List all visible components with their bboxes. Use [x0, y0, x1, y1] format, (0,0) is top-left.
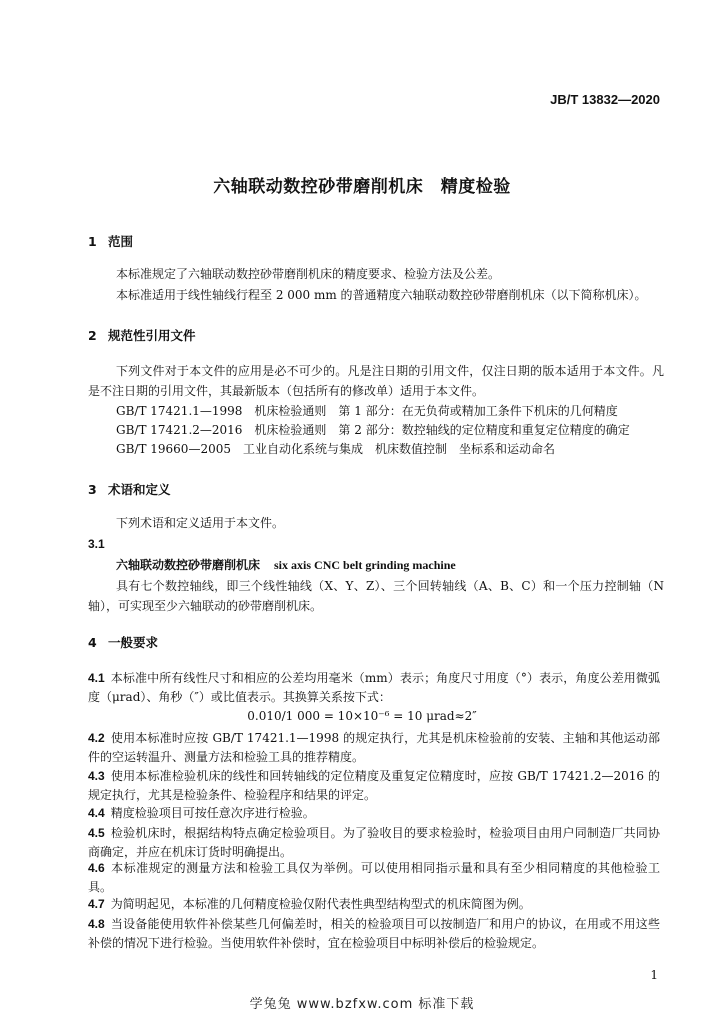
page-number: 1	[650, 968, 658, 982]
term-chinese: 六轴联动数控砂带磨削机床	[116, 558, 261, 572]
clause-4-8	[88, 915, 660, 953]
section-1-heading	[88, 232, 133, 250]
clause-number: 4.5	[88, 826, 105, 840]
clause-4-3	[88, 767, 660, 805]
clause-4-4	[88, 805, 660, 821]
normative-references-intro: 下列文件对于本文件的应用是必不可少的。凡是注日期的引用文件，仅注日期的版本适用于本文件。凡是不注日期的引用文件，其最新版本（包括所有的修改单）适用于本文件。	[88, 364, 664, 398]
scope-paragraph-1: 本标准规定了六轴联动数控砂带磨削机床的精度要求、检验方法及公差。	[116, 267, 501, 281]
clause-number: 4.7	[88, 897, 105, 911]
section-3-heading	[88, 480, 171, 498]
section-4-heading	[88, 633, 158, 651]
scope-paragraph-2: 本标准适用于线性轴线行程至 2 000 mm 的普通精度六轴联动数控砂带磨削机床（以下简称机床）。	[116, 288, 647, 302]
clause-text: 检验机床时，根据结构特点确定检验项目。为了验收目的要求检验时，检验项目由用户同制造厂共同协商确定，并应在机床订货时明确提出。	[88, 826, 660, 859]
section-number: 4	[88, 635, 97, 650]
clause-text: 本标准规定的测量方法和检验工具仅为举例。可以使用相同指示量和具有至少相同精度的其他检验工具。	[88, 861, 660, 894]
clause-text: 当设备能使用软件补偿某些几何偏差时，相关的检验项目可以按制造厂和用户的协议，在用或不用这些补偿的情况下进行检验。当使用软件补偿时，宜在检验项目中标明补偿后的检验规定。	[88, 917, 660, 950]
section-2-heading	[88, 326, 196, 344]
clause-text: 精度检验项目可按任意次序进行检验。	[110, 806, 315, 820]
clause-number: 4.2	[88, 731, 105, 745]
section-number: 2	[88, 328, 97, 343]
clause-4-1	[88, 669, 660, 707]
watermark-footer: 学兔兔 www.bzfxw.com 标准下载	[249, 997, 475, 1012]
term-number: 3.1	[88, 537, 105, 551]
clause-number: 4.4	[88, 806, 105, 820]
section-title: 一般要求	[108, 635, 159, 650]
section-title: 规范性引用文件	[108, 328, 196, 343]
clause-number: 4.3	[88, 769, 105, 783]
section-number: 1	[88, 234, 97, 249]
terms-intro: 下列术语和定义适用于本文件。	[116, 516, 285, 530]
clause-number: 4.8	[88, 917, 105, 931]
document-title: 六轴联动数控砂带磨削机床 精度检验	[213, 177, 511, 197]
clause-text: 使用本标准时应按 GB/T 17421.1—1998 的规定执行，尤其是机床检验前的安装、主轴和其他运动部件的空运转温升、测量方法和检验工具的推荐精度。	[88, 731, 660, 764]
clause-number: 4.6	[88, 861, 105, 875]
term-title	[116, 556, 456, 573]
clause-4-2	[88, 729, 660, 767]
reference-item: GB/T 17421.2—2016 机床检验通则 第 2 部分：数控轴线的定位精度和重复定位精度的确定	[116, 423, 630, 437]
clause-text: 本标准中所有线性尺寸和相应的公差均用毫米（mm）表示；角度尺寸用度（°）表示，角度公差用微弧度（μrad）、角秒（″）或比值表示。其换算关系按下式：	[88, 671, 660, 704]
term-definition: 具有七个数控轴线，即三个线性轴线（X、Y、Z）、三个回转轴线（A、B、C）和一个压力控制轴（N 轴），可实现至少六轴联动的砂带磨削机床。	[88, 579, 664, 613]
conversion-formula: 0.010/1 000 = 10×10⁻⁶ = 10 μrad≈2″	[247, 709, 477, 723]
clause-number: 4.1	[88, 671, 105, 685]
section-number: 3	[88, 482, 97, 497]
term-english: six axis CNC belt grinding machine	[274, 558, 456, 572]
clause-4-7	[88, 896, 660, 912]
standard-number: JB/T 13832—2020	[550, 92, 660, 107]
clause-4-6	[88, 859, 660, 897]
section-title: 范围	[108, 234, 134, 249]
reference-item: GB/T 17421.1—1998 机床检验通则 第 1 部分：在无负荷或精加工条件下机床的几何精度	[116, 404, 618, 418]
reference-item: GB/T 19660—2005 工业自动化系统与集成 机床数值控制 坐标系和运动命名	[116, 442, 555, 456]
clause-4-5	[88, 824, 660, 862]
clause-text: 使用本标准检验机床的线性和回转轴线的定位精度及重复定位精度时，应按 GB/T 17421.2—2016 的规定执行，尤其是检验条件、检验程序和结果的评定。	[88, 769, 660, 802]
clause-text: 为简明起见，本标准的几何精度检验仅附代表性典型结构型式的机床简图为例。	[110, 897, 531, 911]
section-title: 术语和定义	[108, 482, 171, 497]
